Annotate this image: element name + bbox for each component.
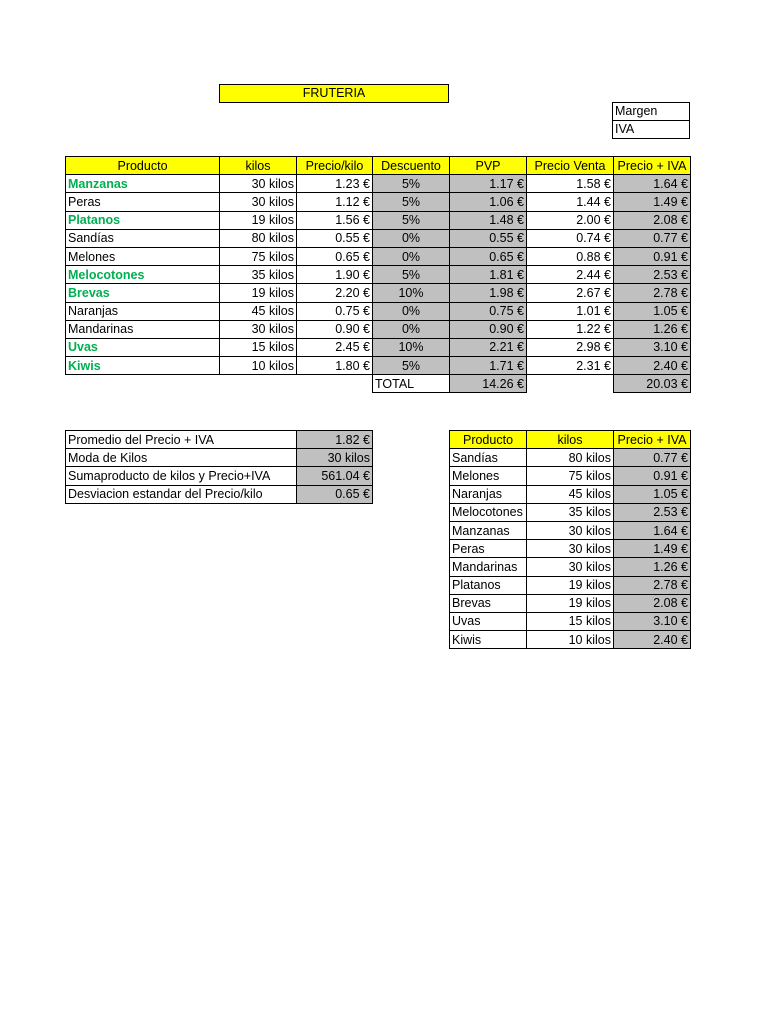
sorted-product-cell[interactable]: Uvas [450,612,527,630]
stat-row [66,485,373,503]
precio-venta-cell[interactable]: 2.98 € [527,338,614,356]
sorted-kilos-cell[interactable]: 10 kilos [527,631,614,649]
pvp-cell[interactable]: 1.81 € [450,266,527,284]
precio-venta-cell[interactable]: 1.01 € [527,302,614,320]
total-precio-iva[interactable]: 20.03 € [614,375,691,393]
table-row [66,284,691,302]
sorted-kilos-cell[interactable]: 80 kilos [527,449,614,467]
sorted-kilos-cell[interactable]: 19 kilos [527,576,614,594]
sorted-product-cell[interactable]: Kiwis [450,631,527,649]
precio-kilo-cell[interactable]: 0.75 € [297,302,373,320]
pvp-cell[interactable]: 0.75 € [450,302,527,320]
sorted-kilos-cell[interactable]: 30 kilos [527,558,614,576]
product-cell[interactable]: Melocotones [66,266,220,284]
precio-iva-cell[interactable]: 1.49 € [614,193,691,211]
sorted-kilos-cell[interactable]: 15 kilos [527,612,614,630]
descuento-cell[interactable]: 5% [373,175,450,193]
kilos-cell[interactable]: 75 kilos [220,247,297,265]
sorted-table [449,430,691,649]
kilos-cell[interactable]: 30 kilos [220,175,297,193]
empty-cell [297,375,373,393]
sorted-kilos-cell[interactable]: 30 kilos [527,521,614,539]
precio-iva-cell[interactable]: 3.10 € [614,338,691,356]
pvp-cell[interactable]: 2.21 € [450,338,527,356]
precio-kilo-cell[interactable]: 0.65 € [297,247,373,265]
iva-label[interactable]: IVA [612,120,690,139]
product-cell[interactable]: Uvas [66,338,220,356]
table-row [66,229,691,247]
stat-value[interactable]: 0.65 € [297,485,373,503]
precio-kilo-cell[interactable]: 1.12 € [297,193,373,211]
sorted-row [450,594,691,612]
sorted-product-cell[interactable]: Peras [450,540,527,558]
total-label[interactable]: TOTAL [373,375,450,393]
sorted-header-kilos[interactable]: kilos [527,431,614,449]
stat-row [66,449,373,467]
table-row [66,175,691,193]
table-row [66,266,691,284]
precio-kilo-cell[interactable]: 0.90 € [297,320,373,338]
sorted-precio-iva-cell[interactable]: 1.05 € [614,485,691,503]
kilos-cell[interactable]: 30 kilos [220,320,297,338]
stats-table [65,430,373,504]
precio-venta-cell[interactable]: 2.44 € [527,266,614,284]
table-row [66,338,691,356]
precio-iva-cell[interactable]: 1.05 € [614,302,691,320]
product-cell[interactable]: Sandías [66,229,220,247]
header-descuento[interactable]: Descuento [373,157,450,175]
sorted-precio-iva-cell[interactable]: 1.49 € [614,540,691,558]
pvp-cell[interactable]: 1.48 € [450,211,527,229]
kilos-cell[interactable]: 19 kilos [220,211,297,229]
sorted-row [450,558,691,576]
precio-kilo-cell[interactable]: 1.56 € [297,211,373,229]
precio-iva-cell[interactable]: 0.77 € [614,229,691,247]
sorted-kilos-cell[interactable]: 30 kilos [527,540,614,558]
sorted-product-cell[interactable]: Melocotones [450,503,527,521]
precio-venta-cell[interactable]: 2.67 € [527,284,614,302]
precio-iva-cell[interactable]: 2.78 € [614,284,691,302]
precio-kilo-cell[interactable]: 1.23 € [297,175,373,193]
sorted-precio-iva-cell[interactable]: 2.78 € [614,576,691,594]
table-row [66,320,691,338]
sorted-product-cell[interactable]: Platanos [450,576,527,594]
sorted-row [450,576,691,594]
precio-venta-cell[interactable]: 1.22 € [527,320,614,338]
precio-iva-cell[interactable]: 2.40 € [614,357,691,375]
precio-kilo-cell[interactable]: 2.45 € [297,338,373,356]
table-row [66,302,691,320]
kilos-cell[interactable]: 30 kilos [220,193,297,211]
header-kilos[interactable]: kilos [220,157,297,175]
stat-row [66,467,373,485]
sorted-kilos-cell[interactable]: 75 kilos [527,467,614,485]
stat-label[interactable]: Promedio del Precio + IVA [66,431,297,449]
precio-kilo-cell[interactable]: 1.80 € [297,357,373,375]
kilos-cell[interactable]: 19 kilos [220,284,297,302]
sorted-row [450,467,691,485]
sheet-title[interactable]: FRUTERIA [219,84,449,103]
pvp-cell[interactable]: 1.06 € [450,193,527,211]
empty-cell [66,375,220,393]
precio-venta-cell[interactable]: 2.31 € [527,357,614,375]
stat-value[interactable]: 30 kilos [297,449,373,467]
product-cell[interactable]: Platanos [66,211,220,229]
precio-iva-cell[interactable]: 2.53 € [614,266,691,284]
pvp-cell[interactable]: 0.55 € [450,229,527,247]
stat-label[interactable]: Moda de Kilos [66,449,297,467]
product-cell[interactable]: Naranjas [66,302,220,320]
sorted-table-header [450,431,691,449]
pvp-cell[interactable]: 1.71 € [450,357,527,375]
descuento-cell[interactable]: 5% [373,193,450,211]
descuento-cell[interactable]: 0% [373,229,450,247]
descuento-cell[interactable]: 0% [373,320,450,338]
sorted-precio-iva-cell[interactable]: 0.91 € [614,467,691,485]
margen-label[interactable]: Margen [612,102,690,121]
sorted-precio-iva-cell[interactable]: 1.64 € [614,521,691,539]
sorted-product-cell[interactable]: Brevas [450,594,527,612]
sorted-row [450,540,691,558]
header-precio-venta[interactable]: Precio Venta [527,157,614,175]
empty-cell [527,375,614,393]
stat-label[interactable]: Desviacion estandar del Precio/kilo [66,485,297,503]
sorted-product-cell[interactable]: Sandías [450,449,527,467]
sorted-header-producto[interactable]: Producto [450,431,527,449]
precio-kilo-cell[interactable]: 0.55 € [297,229,373,247]
precio-kilo-cell[interactable]: 2.20 € [297,284,373,302]
product-cell[interactable]: Brevas [66,284,220,302]
descuento-cell[interactable]: 5% [373,266,450,284]
sorted-kilos-cell[interactable]: 45 kilos [527,485,614,503]
sorted-precio-iva-cell[interactable]: 2.40 € [614,631,691,649]
precio-iva-cell[interactable]: 0.91 € [614,247,691,265]
main-table-header [66,157,691,175]
sorted-product-cell[interactable]: Naranjas [450,485,527,503]
header-precio-iva[interactable]: Precio + IVA [614,157,691,175]
sorted-precio-iva-cell[interactable]: 1.26 € [614,558,691,576]
pvp-cell[interactable]: 1.17 € [450,175,527,193]
precio-venta-cell[interactable]: 1.44 € [527,193,614,211]
precio-venta-cell[interactable]: 2.00 € [527,211,614,229]
precio-kilo-cell[interactable]: 1.90 € [297,266,373,284]
pvp-cell[interactable]: 0.65 € [450,247,527,265]
kilos-cell[interactable]: 15 kilos [220,338,297,356]
sorted-header-precio-iva[interactable]: Precio + IVA [614,431,691,449]
kilos-cell[interactable]: 35 kilos [220,266,297,284]
kilos-cell[interactable]: 45 kilos [220,302,297,320]
sorted-product-cell[interactable]: Manzanas [450,521,527,539]
descuento-cell[interactable]: 5% [373,211,450,229]
table-row [66,247,691,265]
precio-venta-cell[interactable]: 1.58 € [527,175,614,193]
kilos-cell[interactable]: 80 kilos [220,229,297,247]
precio-iva-cell[interactable]: 2.08 € [614,211,691,229]
product-cell[interactable]: Melones [66,247,220,265]
stat-row [66,431,373,449]
sorted-row [450,485,691,503]
main-table [65,156,691,393]
descuento-cell[interactable]: 10% [373,338,450,356]
table-row [66,357,691,375]
pvp-cell[interactable]: 1.98 € [450,284,527,302]
product-cell[interactable]: Kiwis [66,357,220,375]
precio-iva-cell[interactable]: 1.26 € [614,320,691,338]
stat-value[interactable]: 1.82 € [297,431,373,449]
product-cell[interactable]: Mandarinas [66,320,220,338]
table-row [66,211,691,229]
sorted-precio-iva-cell[interactable]: 2.08 € [614,594,691,612]
header-pvp[interactable]: PVP [450,157,527,175]
stat-label[interactable]: Sumaproducto de kilos y Precio+IVA [66,467,297,485]
descuento-cell[interactable]: 0% [373,302,450,320]
stat-value[interactable]: 561.04 € [297,467,373,485]
header-precio-kilo[interactable]: Precio/kilo [297,157,373,175]
sorted-row [450,631,691,649]
sorted-precio-iva-cell[interactable]: 0.77 € [614,449,691,467]
descuento-cell[interactable]: 10% [373,284,450,302]
pvp-cell[interactable]: 0.90 € [450,320,527,338]
total-row [66,375,691,393]
total-pvp[interactable]: 14.26 € [450,375,527,393]
table-row [66,193,691,211]
sorted-kilos-cell[interactable]: 35 kilos [527,503,614,521]
precio-iva-cell[interactable]: 1.64 € [614,175,691,193]
precio-venta-cell[interactable]: 0.88 € [527,247,614,265]
descuento-cell[interactable]: 5% [373,357,450,375]
sorted-precio-iva-cell[interactable]: 2.53 € [614,503,691,521]
header-producto[interactable]: Producto [66,157,220,175]
sorted-row [450,503,691,521]
descuento-cell[interactable]: 0% [373,247,450,265]
sorted-row [450,612,691,630]
sorted-product-cell[interactable]: Mandarinas [450,558,527,576]
sorted-row [450,521,691,539]
empty-cell [220,375,297,393]
sorted-kilos-cell[interactable]: 19 kilos [527,594,614,612]
sorted-product-cell[interactable]: Melones [450,467,527,485]
precio-venta-cell[interactable]: 0.74 € [527,229,614,247]
product-cell[interactable]: Peras [66,193,220,211]
kilos-cell[interactable]: 10 kilos [220,357,297,375]
sorted-precio-iva-cell[interactable]: 3.10 € [614,612,691,630]
sorted-row [450,449,691,467]
product-cell[interactable]: Manzanas [66,175,220,193]
